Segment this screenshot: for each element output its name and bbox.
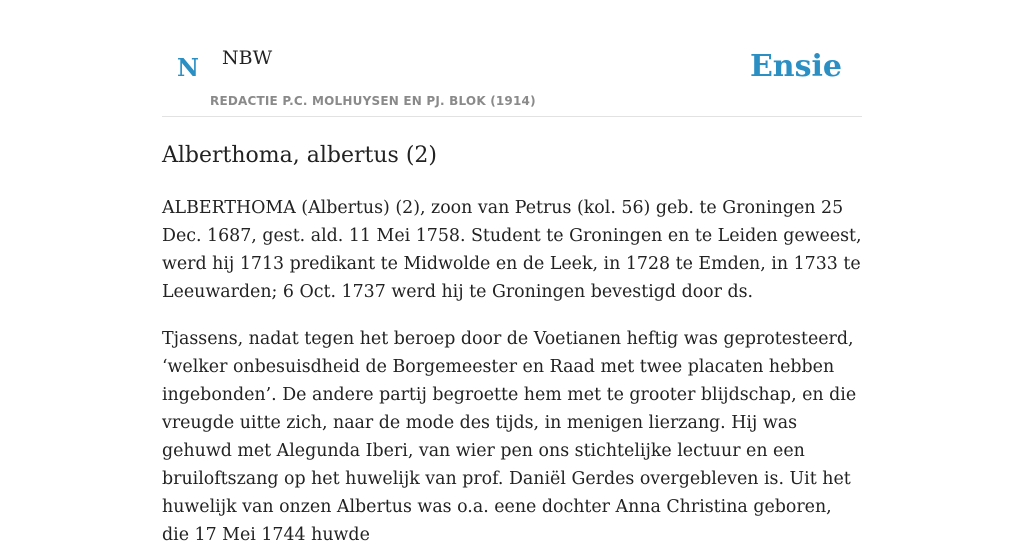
source-editors: REDACTIE P.C. MOLHUYSEN EN PJ. BLOK (1914) (210, 94, 536, 108)
article-paragraph: Tjassens, nadat tegen het beroep door de Voetianen heftig was geprotesteerd, ‘welker onbesuisdheid de Borgemeester en Raad met twee placaten hebben ingebonden’. De andere partij begroette hem met te grooter blijdschap, en die vreugde uitte zich, naar de mode des tijds, in menigen lierzang. Hij was gehuwd met Alegunda Iberi, van wier pen ons stichtelijke lectuur en een bruiloftszang op het huwelijk van prof. Daniël Gerdes overgebleven is. Uit het huwelijk van onzen Albertus was o.a. eene dochter Anna Christina geboren, die 17 Mei 1744 huwde (162, 329, 857, 545)
header (162, 0, 862, 117)
source-logo[interactable]: N (177, 53, 199, 82)
article-title: Alberthoma, albertus (2) (162, 143, 437, 168)
page (162, 0, 862, 549)
article-paragraph: ALBERTHOMA (Albertus) (2), zoon van Petrus (kol. 56) geb. te Groningen 25 Dec. 1687, gest. ald. 11 Mei 1758. Student te Groningen en te Leiden geweest, werd hij 1713 predikant te Midwolde en de Leek, in 1728 te Emden, in 1733 te Leeuwarden; 6 Oct. 1737 werd hij te Groningen bevestigd door ds. (162, 198, 862, 302)
source-title[interactable]: NBW (222, 47, 273, 69)
brand-logo[interactable]: Ensie (749, 49, 842, 84)
